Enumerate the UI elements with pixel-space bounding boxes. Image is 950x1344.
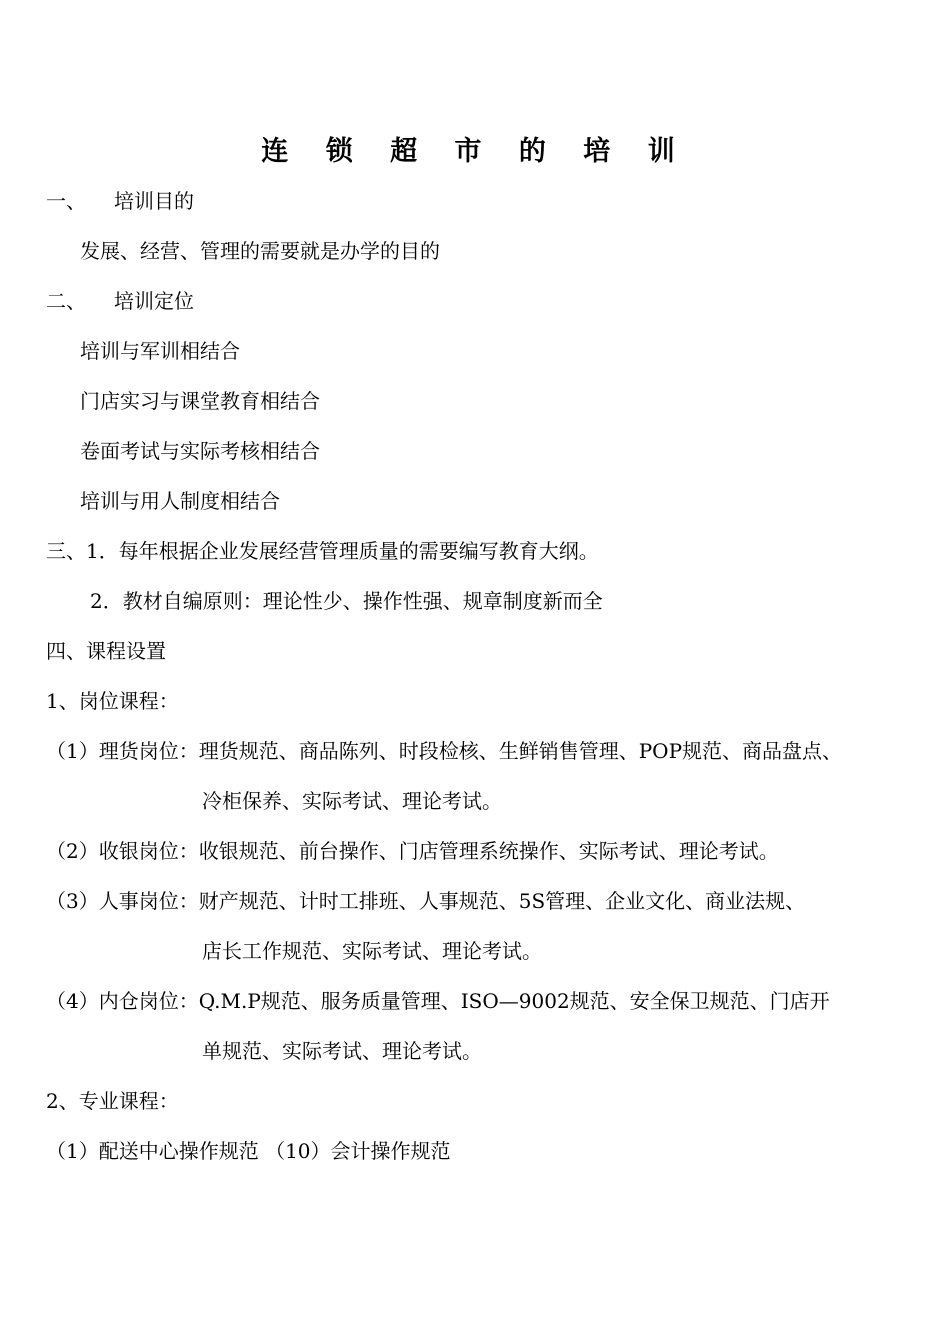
post-course-continuation: 冷柜保养、实际考试、理论考试。 [202,789,502,813]
section-number: 一、 [46,189,86,213]
section-heading-1 [46,186,194,216]
section-heading-4: 四、课程设置 [46,639,166,663]
section-3-line-1: 三、1．每年根据企业发展经营管理质量的需要编写教育大纲。 [46,539,599,563]
post-course-line: （1）理货岗位：理货规范、商品陈列、时段检核、生鲜销售管理、POP规范、商品盘点、 [46,739,843,763]
section-3-line-2: 2．教材自编原则：理论性少、操作性强、规章制度新而全 [90,589,603,613]
subsection-heading: 1、岗位课程： [46,689,179,713]
section-heading-text: 培训定位 [114,289,194,313]
page-title: 连 锁 超 市 的 培 训 [261,136,689,167]
section-heading-text: 培训目的 [114,189,194,213]
list-item: 培训与军训相结合 [80,339,240,363]
post-course-line: （4）内仓岗位：Q.M.P规范、服务质量管理、ISO—9002规范、安全保卫规范、门店开 [46,989,830,1013]
subsection-heading: 2、专业课程： [46,1089,179,1113]
post-course-line: （2）收银岗位：收银规范、前台操作、门店管理系统操作、实际考试、理论考试。 [46,839,779,863]
professional-course-line: （1）配送中心操作规范 （10）会计操作规范 [46,1139,451,1163]
post-course-line: （3）人事岗位：财产规范、计时工排班、人事规范、5S管理、企业文化、商业法规、 [46,889,806,913]
post-course-continuation: 单规范、实际考试、理论考试。 [202,1039,482,1063]
list-item: 卷面考试与实际考核相结合 [80,439,320,463]
list-item: 门店实习与课堂教育相结合 [80,389,320,413]
section-1-text: 发展、经营、管理的需要就是办学的目的 [80,239,440,263]
list-item: 培训与用人制度相结合 [80,489,280,513]
section-number: 二、 [46,289,86,313]
section-heading-2 [46,286,194,316]
post-course-continuation: 店长工作规范、实际考试、理论考试。 [202,939,542,963]
